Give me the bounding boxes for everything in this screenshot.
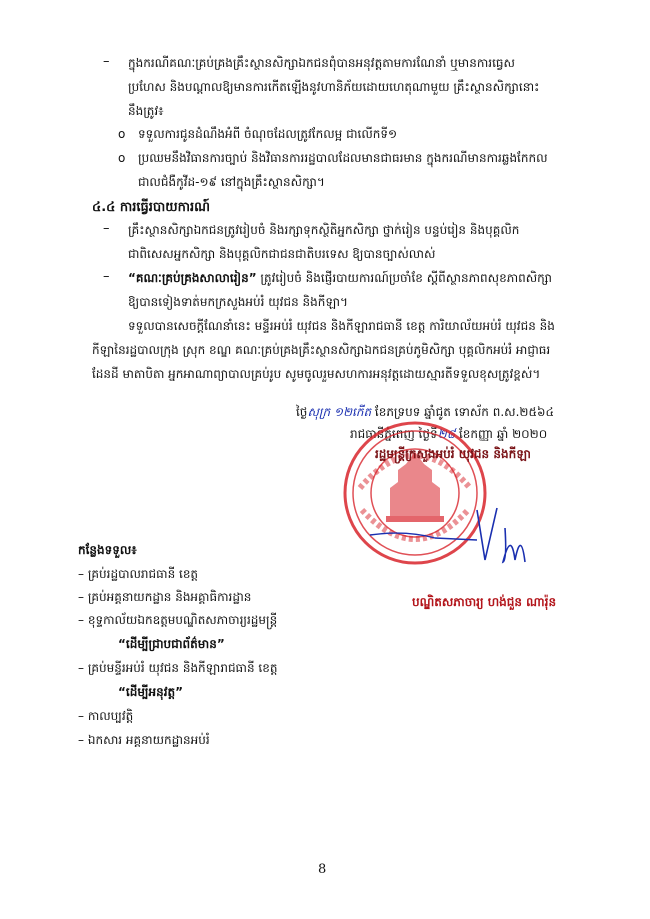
- sub-bullet-text: ទទួលការជូនដំណឹងអំពី ចំណុចដែលត្រូវកែលម្អ ជាលើកទី១: [138, 127, 398, 141]
- bullet-dash: –: [103, 269, 110, 284]
- page-number: 8: [318, 862, 327, 877]
- sub-bullet-text: ជាលជំងឺកូវីដ-១៩ នៅក្នុងគ្រឹះស្ថានសិក្សា។: [138, 175, 325, 189]
- minister-title: រដ្ឋមន្ត្រីក្រសួងអប់រំ យុវជន និងកីឡា: [375, 447, 531, 461]
- recipient-item: – គ្រប់អគ្គនាយកដ្ឋាន និងអគ្គាធិការដ្ឋាន: [78, 590, 252, 604]
- recipient-item: – ឯកសារ អគ្គនាយកដ្ឋានអប់រំ: [78, 733, 210, 747]
- handwritten-solar-day: ២៨: [437, 427, 456, 441]
- body-text-line: [128, 269, 552, 287]
- closing-paragraph-line: ដែនដី មាតាបិតា អ្នកអាណាព្យាបាលគ្រប់រូប សូមចូលរួមសហការអនុវត្តដោយស្មារតីទទួលខុសត្រូវខ្ពស់។: [92, 367, 541, 381]
- section-heading: ៤.៤ ការធ្វើរបាយការណ៍: [92, 200, 211, 215]
- handwritten-lunar-day: សុក្រ ១២កើត: [307, 405, 372, 419]
- body-text-line: ឱ្យបានទៀងទាត់មកក្រសួងអប់រំ យុវជន និងកីឡា។: [128, 295, 348, 309]
- closing-paragraph-line: ទទួលបានសេចក្តីណែនាំនេះ មន្ទីរអប់រំ យុវជន និងកីឡារាជធានី ខេត្ត ការិយាល័យអប់រំ យុវជន និង: [128, 319, 555, 333]
- body-text-line: នឹងត្រូវ៖: [128, 104, 164, 118]
- bullet-dash: –: [103, 221, 110, 236]
- handwritten-signature: [365, 500, 535, 580]
- recipient-item: – គ្រប់មន្ទីរអប់រំ យុវជន និងកីឡារាជធានី ខេត្ត: [78, 661, 278, 675]
- bullet-dash: –: [103, 54, 110, 69]
- body-text-line: ក្នុងករណីគណៈគ្រប់គ្រងគ្រឹះស្ថានសិក្សាឯកជនពុំបានអនុវត្តតាមការណែនាំ ឬមានការធ្វេស: [128, 56, 515, 70]
- sub-bullet-text: ប្រឈមនឹងវិធានការច្បាប់ និងវិធានការរដ្ឋបាលដែលមានជាធរមាន ក្នុងករណីមានការឆ្លងកែកល: [138, 151, 548, 165]
- body-text-line: គ្រឹះស្ថានសិក្សាឯកជនត្រូវរៀបចំ និងរក្សាទុកស្ថិតិអ្នកសិក្សា ថ្នាក់រៀន បន្ទប់រៀន និងបុគ្គលិក: [128, 223, 520, 237]
- recipients-heading: កន្លែងទទួល៖: [78, 543, 137, 557]
- recipient-item: – កាលប្បវត្តិ: [78, 709, 134, 723]
- recipient-item: – ខុទ្ទកាល័យឯកឧត្តមបណ្ឌិតសភាចារ្យរដ្ឋមន្ត្រី: [78, 613, 278, 627]
- lunar-date-prefix: ថ្ងៃ: [296, 405, 308, 419]
- body-text-line: ជាពិសេសអ្នកសិក្សា និងបុគ្គលិកជាជនជាតិបរទេស ឱ្យបានច្បាស់លាស់: [128, 247, 436, 261]
- sub-bullet-marker: o: [118, 151, 126, 165]
- body-text-fragment: ត្រូវរៀបចំ និងផ្ញើរបាយការណ៍ប្រចាំខែ ស្តីពីស្ថានភាពសុខភាពសិក្សា: [256, 271, 552, 285]
- recipient-note: “ដើម្បីជ្រាបជាព័ត៌មាន”: [118, 637, 225, 651]
- lunar-date-rest: ខែភទ្របទ ឆ្នាំជូត ទោស័ក ព.ស.២៥៦៤: [371, 405, 554, 419]
- sub-bullet-marker: o: [118, 127, 126, 141]
- recipient-item: – គ្រប់រដ្ឋបាលរាជធានី ខេត្ត: [78, 567, 199, 581]
- school-committee-label: “គណៈគ្រប់គ្រងសាលារៀន”: [128, 271, 257, 285]
- body-text-line: ប្រហែស និងបណ្តាលឱ្យមានការកើតឡើងនូវហានិភ័យដោយហេតុណាមួយ គ្រឹះស្ថានសិក្សានោះ: [128, 80, 540, 94]
- solar-date-prefix: រាជធានីភ្នំពេញ ថ្ងៃទី: [350, 427, 438, 441]
- solar-date-rest: ខែកញ្ញា ឆ្នាំ ២០២០: [455, 427, 548, 441]
- recipient-note: “ដើម្បីអនុវត្ត”: [118, 685, 184, 699]
- closing-paragraph-line: កីឡានៃរដ្ឋបាលក្រុង ស្រុក ខណ្ឌ គណៈគ្រប់គ្រងគ្រឹះស្ថានសិក្សាឯកជនគ្រប់ភូមិសិក្សា បុគ្គលិកអប់រំ អាជ្ញាធរ: [92, 343, 551, 357]
- minister-name: បណ្ឌិតសភាចារ្យ ហង់ជួន ណារ៉ុន: [412, 595, 557, 609]
